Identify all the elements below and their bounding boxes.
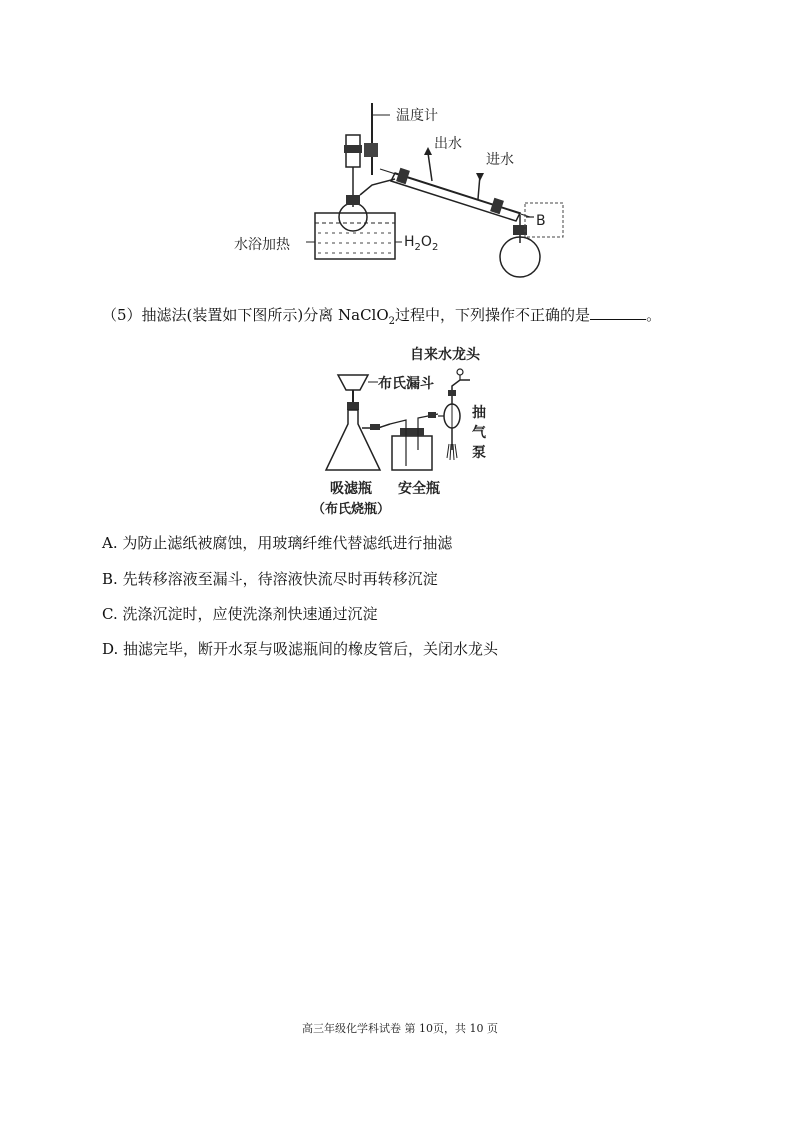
suction-flask <box>326 410 380 470</box>
buchner-flask-label: （布氏烧瓶） <box>312 502 391 517</box>
thermometer-label: 温度计 <box>396 108 438 124</box>
reaction-flask <box>339 203 367 231</box>
pump-label-2: 气 <box>472 425 486 441</box>
option-c[interactable] <box>102 603 378 624</box>
buchner-funnel <box>338 375 368 390</box>
safety-bottle <box>392 436 432 470</box>
page-footer: 高三年级化学科试卷 第 10页，共 10 页 <box>302 1022 498 1035</box>
option-c-letter: C. <box>102 605 118 623</box>
pump-label-1: 抽 <box>472 405 486 421</box>
option-b-letter: B. <box>102 570 118 588</box>
box-b-label: B <box>536 213 546 229</box>
option-d-letter: D. <box>102 640 119 658</box>
h2o2-label: $H_2O_2$ <box>404 234 439 253</box>
option-a-letter: A. <box>102 534 118 552</box>
option-b-text: 先转移溶液至漏斗，待溶液快流尽时再转移沉淀 <box>122 570 438 588</box>
suction-filtration-figure <box>312 340 500 517</box>
condenser <box>380 168 530 221</box>
pump-label-3: 泵 <box>472 445 486 461</box>
option-d[interactable] <box>102 638 498 659</box>
answer-blank[interactable] <box>590 305 646 320</box>
suction-flask-label: 吸滤瓶 <box>330 481 372 497</box>
water-out-label: 出水 <box>434 136 462 152</box>
water-bath <box>315 213 395 259</box>
option-c-text: 洗涤沉淀时，应使洗涤剂快速通过沉淀 <box>122 605 378 623</box>
water-in-label: 进水 <box>486 152 514 168</box>
option-a[interactable] <box>102 532 452 553</box>
water-bath-heating-label: 水浴加热 <box>234 237 290 253</box>
option-a-text: 为防止滤纸被腐蚀，用玻璃纤维代替滤纸进行抽滤 <box>122 534 453 552</box>
distillation-apparatus-figure <box>220 95 580 285</box>
buchner-funnel-label: 布氏漏斗 <box>378 376 434 392</box>
question-5: （5）抽滤法(装置如下图所示)分离 NaClO$_2$过程中，下列操作不正确的是 。 <box>102 306 662 327</box>
water-tap-label: 自来水龙头 <box>410 347 480 363</box>
safety-bottle-label: 安全瓶 <box>398 481 440 497</box>
option-d-text: 抽滤完毕，断开水泵与吸滤瓶间的橡皮管后，关闭水龙头 <box>123 640 499 658</box>
option-b[interactable] <box>102 568 438 589</box>
